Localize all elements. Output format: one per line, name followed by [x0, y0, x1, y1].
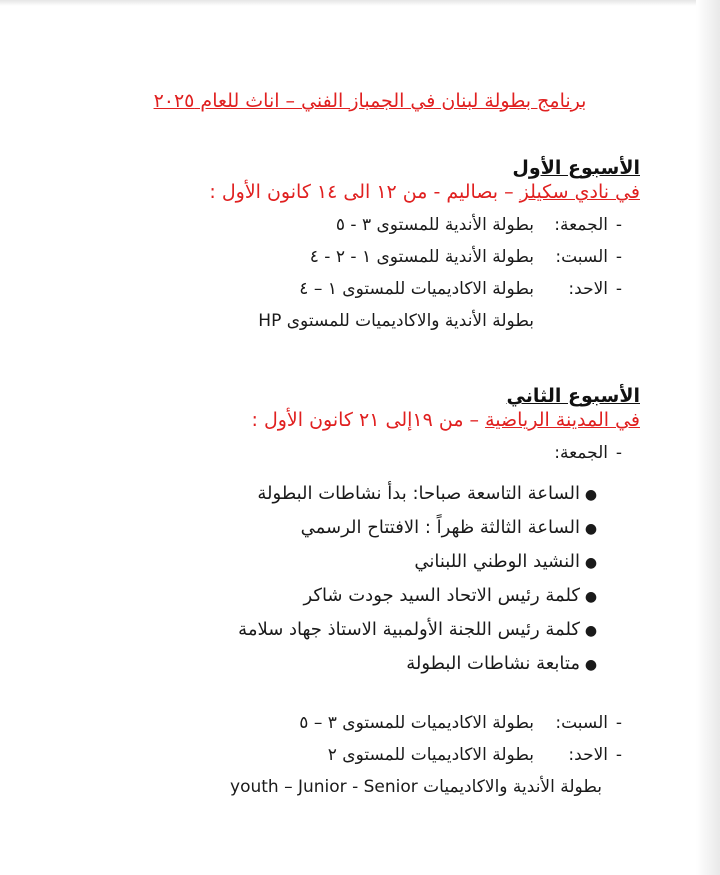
week-two-heading: الأسبوع الثاني — [506, 385, 640, 407]
week-two-venue-name: في المدينة الرياضية — [485, 409, 640, 431]
list-item-text: متابعة نشاطات البطولة — [406, 653, 580, 674]
row-event: بطولة الأندية للمستوى ١ - ٢ - ٤ — [309, 247, 534, 267]
row-dash: - — [615, 713, 623, 733]
row-event: بطولة الاكاديميات للمستوى ٢ — [327, 745, 534, 765]
schedule-row-friday — [60, 437, 630, 469]
bullet-icon: ● — [584, 623, 598, 639]
document-page — [60, 90, 640, 803]
schedule-row-friday — [60, 209, 630, 241]
list-item — [60, 545, 602, 579]
bullet-icon: ● — [584, 555, 598, 571]
bullet-icon: ● — [584, 589, 598, 605]
friday-program-list — [60, 477, 602, 681]
week-one-venue — [60, 181, 640, 203]
list-item — [60, 511, 602, 545]
row-day: الجمعة: — [554, 443, 608, 463]
week-one-venue-name: في نادي سكيلز — [519, 181, 640, 203]
row-day: الجمعة: — [554, 215, 608, 235]
row-dash: - — [615, 443, 623, 463]
row-dash: - — [615, 279, 623, 299]
document-title: برنامج بطولة لبنان في الجمباز الفني – اناث للعام ٢٠٢٥ — [153, 90, 587, 112]
row-event: بطولة الاكاديميات للمستوى ٣ – ٥ — [299, 713, 534, 733]
list-item — [60, 613, 602, 647]
week-two-venue — [60, 409, 640, 431]
row-day: الاحد: — [568, 279, 608, 299]
final-line-arabic: بطولة الأندية والاكاديميات — [423, 777, 602, 797]
sunday-continuation: بطولة الأندية والاكاديميات للمستوى HP — [258, 311, 534, 331]
row-day: السبت: — [555, 713, 608, 733]
schedule-row-saturday — [60, 241, 630, 273]
row-day: الاحد: — [568, 745, 608, 765]
list-item-text: الساعة التاسعة صباحا: بدأ نشاطات البطولة — [257, 483, 580, 504]
week-two-section — [60, 385, 640, 803]
page-top-shadow — [0, 0, 720, 6]
schedule-row-sunday — [60, 739, 630, 771]
row-day: السبت: — [555, 247, 608, 267]
schedule-row-saturday — [60, 707, 630, 739]
final-line-categories: youth – Junior - Senior — [230, 777, 418, 797]
list-item — [60, 579, 602, 613]
page-right-shadow — [696, 0, 720, 875]
list-item — [60, 647, 602, 681]
row-dash: - — [615, 247, 623, 267]
week-one-schedule — [60, 209, 640, 305]
row-event: بطولة الاكاديميات للمستوى ١ – ٤ — [299, 279, 534, 299]
final-line — [60, 771, 602, 803]
row-dash: - — [615, 745, 623, 765]
week-two-venue-dates: – من ١٩إلى ٢١ كانون الأول : — [251, 409, 486, 431]
bullet-icon: ● — [584, 657, 598, 673]
bullet-icon: ● — [584, 521, 598, 537]
week-two-weekend-schedule — [60, 707, 640, 771]
week-one-section — [60, 157, 640, 337]
schedule-row-sunday — [60, 273, 630, 305]
week-one-heading: الأسبوع الأول — [512, 157, 640, 179]
week-one-venue-dates: – بصاليم - من ١٢ الى ١٤ كانون الأول : — [209, 181, 520, 203]
row-dash: - — [615, 215, 623, 235]
row-event: بطولة الأندية للمستوى ٣ - ٥ — [335, 215, 534, 235]
list-item — [60, 477, 602, 511]
list-item-text: الساعة الثالثة ظهراً : الافتتاح الرسمي — [300, 517, 580, 538]
list-item-text: كلمة رئيس اللجنة الأولمبية الاستاذ جهاد سلامة — [238, 619, 580, 640]
bullet-icon: ● — [584, 487, 598, 503]
list-item-text: كلمة رئيس الاتحاد السيد جودت شاكر — [303, 585, 580, 606]
list-item-text: النشيد الوطني اللبناني — [414, 551, 580, 572]
